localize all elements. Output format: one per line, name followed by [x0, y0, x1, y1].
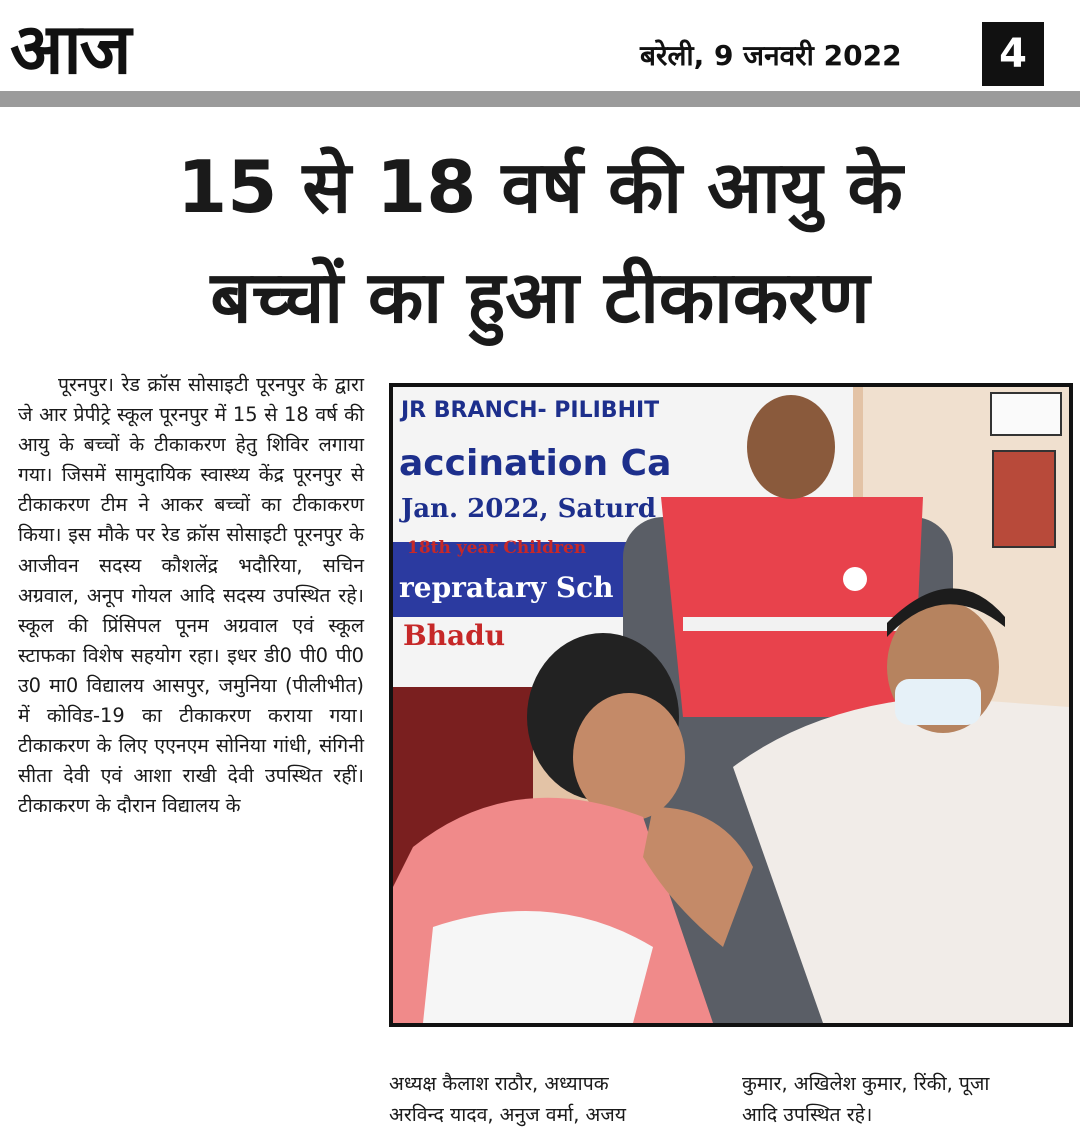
article-headline — [20, 132, 1060, 352]
middle-line-2: अरविन्द यादव, अनुज वर्मा, अजय — [389, 1103, 626, 1126]
article-body-column: पूरनपुर। रेड क्रॉस सोसाइटी पूरनपुर के द्वारा जे आर प्रेपीट्रे स्कूल पूरनपुर में 15 से 18 वर्ष की आयु के बच्चों के टीकाकरण हेतु शिविर लगाया गया। जिसमें सामुदायिक स्वास्थ्य केंद्र पूरनपुर से टीकाकरण टीम ने आकर बच्चों का टीकाकरण किया। इस मौके पर रेड क्रॉस सोसाइटी पूरनपुर के आजीवन सदस्य कौशलेंद्र भदौरिया, सचिन अग्रवाल, अनूप गोयल आदि सदस्य उपस्थित रहे। स्कूल की प्रिंसिपल पूनम अग्रवाल एवं स्कूल स्टाफका विशेष सहयोग रहा। इधर डी0 पी0 पी0 उ0 मा0 विद्यालय आसपुर, जमुनिया (पीलीभीत) में कोविड-19 का टीकाकरण कराया गया। टीकाकरण के लिए एएनएम सोनिया गांधी, संगिनी सीता देवी एवं आशा राखी देवी उपस्थित रहीं। टीकाकरण के दौरान विद्यालय के — [18, 373, 364, 818]
banner-text-2: accination Ca — [399, 443, 672, 484]
article-continuation-middle — [389, 1068, 719, 1130]
right-line-2: आदि उपस्थित रहे। — [742, 1103, 873, 1126]
right-line-1: कुमार, अखिलेश कुमार, रिंकी, पूजा — [742, 1072, 990, 1095]
man-face — [747, 395, 835, 499]
banner-text-5: repratary Sch — [399, 571, 614, 604]
banner-text-1: JR BRANCH- PILIBHIT — [401, 398, 660, 423]
vaccination-photo-illustration — [393, 387, 1069, 1023]
headline-line-1: 15 से 18 वर्ष की आयु के — [177, 145, 903, 229]
banner-text-6: Bhadu — [403, 619, 506, 652]
newspaper-masthead: आज — [10, 8, 130, 90]
man-vest — [661, 497, 923, 717]
dateline: बरेली, 9 जनवरी 2022 — [640, 39, 902, 72]
face-mask — [895, 679, 981, 725]
middle-line-1: अध्यक्ष कैलाश राठौर, अध्यापक — [389, 1072, 609, 1095]
headline-line-2: बच्चों का हुआ टीकाकरण — [210, 255, 870, 339]
page-number: 4 — [982, 22, 1044, 86]
banner-text-3: Jan. 2022, Saturd — [401, 494, 657, 524]
header-rule — [0, 91, 1080, 107]
article-continuation-right — [742, 1068, 1062, 1130]
vest-reflective-stripe — [683, 617, 913, 631]
banner-text-4: 18th year Children — [407, 538, 587, 558]
wall-calendar — [993, 451, 1055, 547]
news-photo — [389, 383, 1073, 1027]
wall-frame — [991, 393, 1061, 435]
red-cross-badge — [843, 567, 867, 591]
